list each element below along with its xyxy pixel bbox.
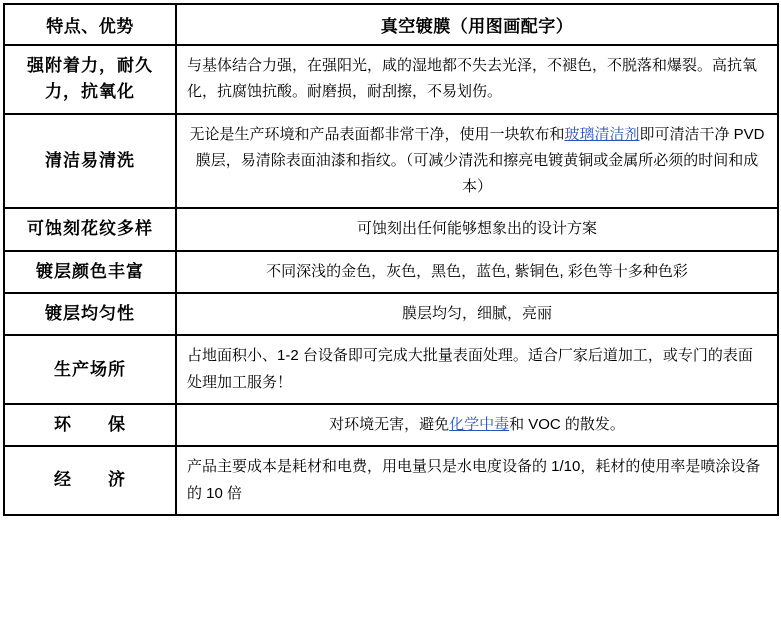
header-cell-features: 特点、优势 [4, 4, 176, 45]
row-description-cell [176, 45, 778, 114]
table-row [4, 446, 778, 515]
row-label-cell: 强附着力，耐久力，抗氧化 [4, 45, 176, 114]
description-text: 和 VOC 的散发。 [509, 416, 625, 434]
document-sheet [0, 3, 781, 617]
row-label-cell: 生产场所 [4, 335, 176, 404]
table-row [4, 114, 778, 209]
description-text: 与基体结合力强，在强阳光，咸的湿地都不失去光泽，不褪色，不脱落和爆裂。高抗氧化，抗腐蚀抗酸。耐磨损，耐刮擦，不易划伤。 [187, 57, 758, 101]
row-description-cell [176, 114, 778, 209]
row-description-cell [176, 404, 778, 446]
description-text: 对环境无害，避免 [329, 416, 450, 434]
description-text: 无论是生产环境和产品表面都非常干净，使用一块软布和 [189, 125, 565, 143]
row-label-cell: 环 保 [4, 404, 176, 446]
row-label-cell: 经 济 [4, 446, 176, 515]
table-row [4, 293, 778, 335]
row-description-cell [176, 251, 778, 293]
table-body [4, 4, 778, 515]
row-description-cell [176, 446, 778, 515]
description-text: 不同深浅的金色，灰色，黑色，蓝色, 紫铜色, 彩色等十多种色彩 [266, 262, 688, 280]
inline-link[interactable]: 化学中毒 [449, 416, 510, 434]
inline-link[interactable]: 玻璃清洁剂 [564, 125, 640, 143]
row-description-cell [176, 208, 778, 250]
row-label-cell: 清洁易清洗 [4, 114, 176, 209]
table-row [4, 45, 778, 114]
description-text: 可蚀刻出任何能够想象出的设计方案 [356, 220, 597, 238]
description-text: 膜层均匀，细腻，亮丽 [401, 305, 552, 323]
description-text: 占地面积小、1-2 台设备即可完成大批量表面处理。适合厂家后道加工，或专门的表面处理加工服务！ [187, 347, 753, 391]
row-label-cell: 镀层颜色丰富 [4, 251, 176, 293]
table-row [4, 208, 778, 250]
description-text: 产品主要成本是耗材和电费，用电量只是水电度设备的 1/10，耗材的使用率是喷涂设备的 10 倍 [187, 458, 761, 502]
header-cell-vacuum-coating: 真空镀膜（用图画配字） [176, 4, 778, 45]
feature-comparison-table [3, 3, 779, 516]
row-label-cell: 可蚀刻花纹多样 [4, 208, 176, 250]
table-row [4, 335, 778, 404]
table-row [4, 251, 778, 293]
table-row [4, 404, 778, 446]
row-description-cell [176, 335, 778, 404]
row-description-cell [176, 293, 778, 335]
description-text: 即可清洁干净 PVD 膜层，易清除表面油漆和指纹。（可减少清洗和擦亮电镀黄铜或金属所必须的时间和成本） [195, 125, 765, 196]
table-header-row [4, 4, 778, 45]
row-label-cell: 镀层均匀性 [4, 293, 176, 335]
